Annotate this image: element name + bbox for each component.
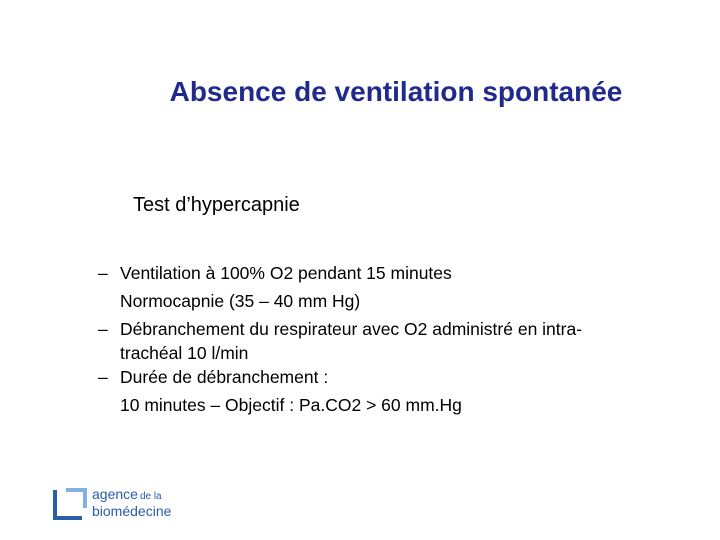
logo-text-de-la: de la	[139, 491, 162, 502]
bullet-list	[98, 259, 678, 419]
logo-text-biomedecine: biomédecine	[92, 503, 172, 519]
logo-text-agence: agence	[92, 486, 138, 502]
agency-logo-icon	[52, 486, 88, 524]
bullet-dash: –	[98, 263, 108, 283]
bullet-item	[98, 363, 678, 419]
bullet-line: 10 minutes – Objectif : Pa.CO2 > 60 mm.Hg	[120, 395, 462, 415]
bullet-dash: –	[98, 319, 108, 339]
bullet-line: Durée de débranchement :	[120, 367, 329, 387]
bullet-item	[98, 259, 678, 315]
agency-logo	[52, 486, 171, 524]
bullet-item	[98, 315, 678, 363]
bullet-line: Ventilation à 100% O2 pendant 15 minutes	[120, 263, 452, 283]
bullet-dash: –	[98, 367, 108, 387]
slide-title: Absence de ventilation spontanée	[169, 76, 623, 107]
bullet-line: Débranchement du respirateur avec O2 administré en intra-	[120, 319, 583, 339]
slide-subtitle: Test d’hypercapnie	[133, 194, 300, 216]
bullet-line: Normocapnie (35 – 40 mm Hg)	[120, 291, 361, 311]
bullet-line: trachéal 10 l/min	[120, 343, 249, 363]
